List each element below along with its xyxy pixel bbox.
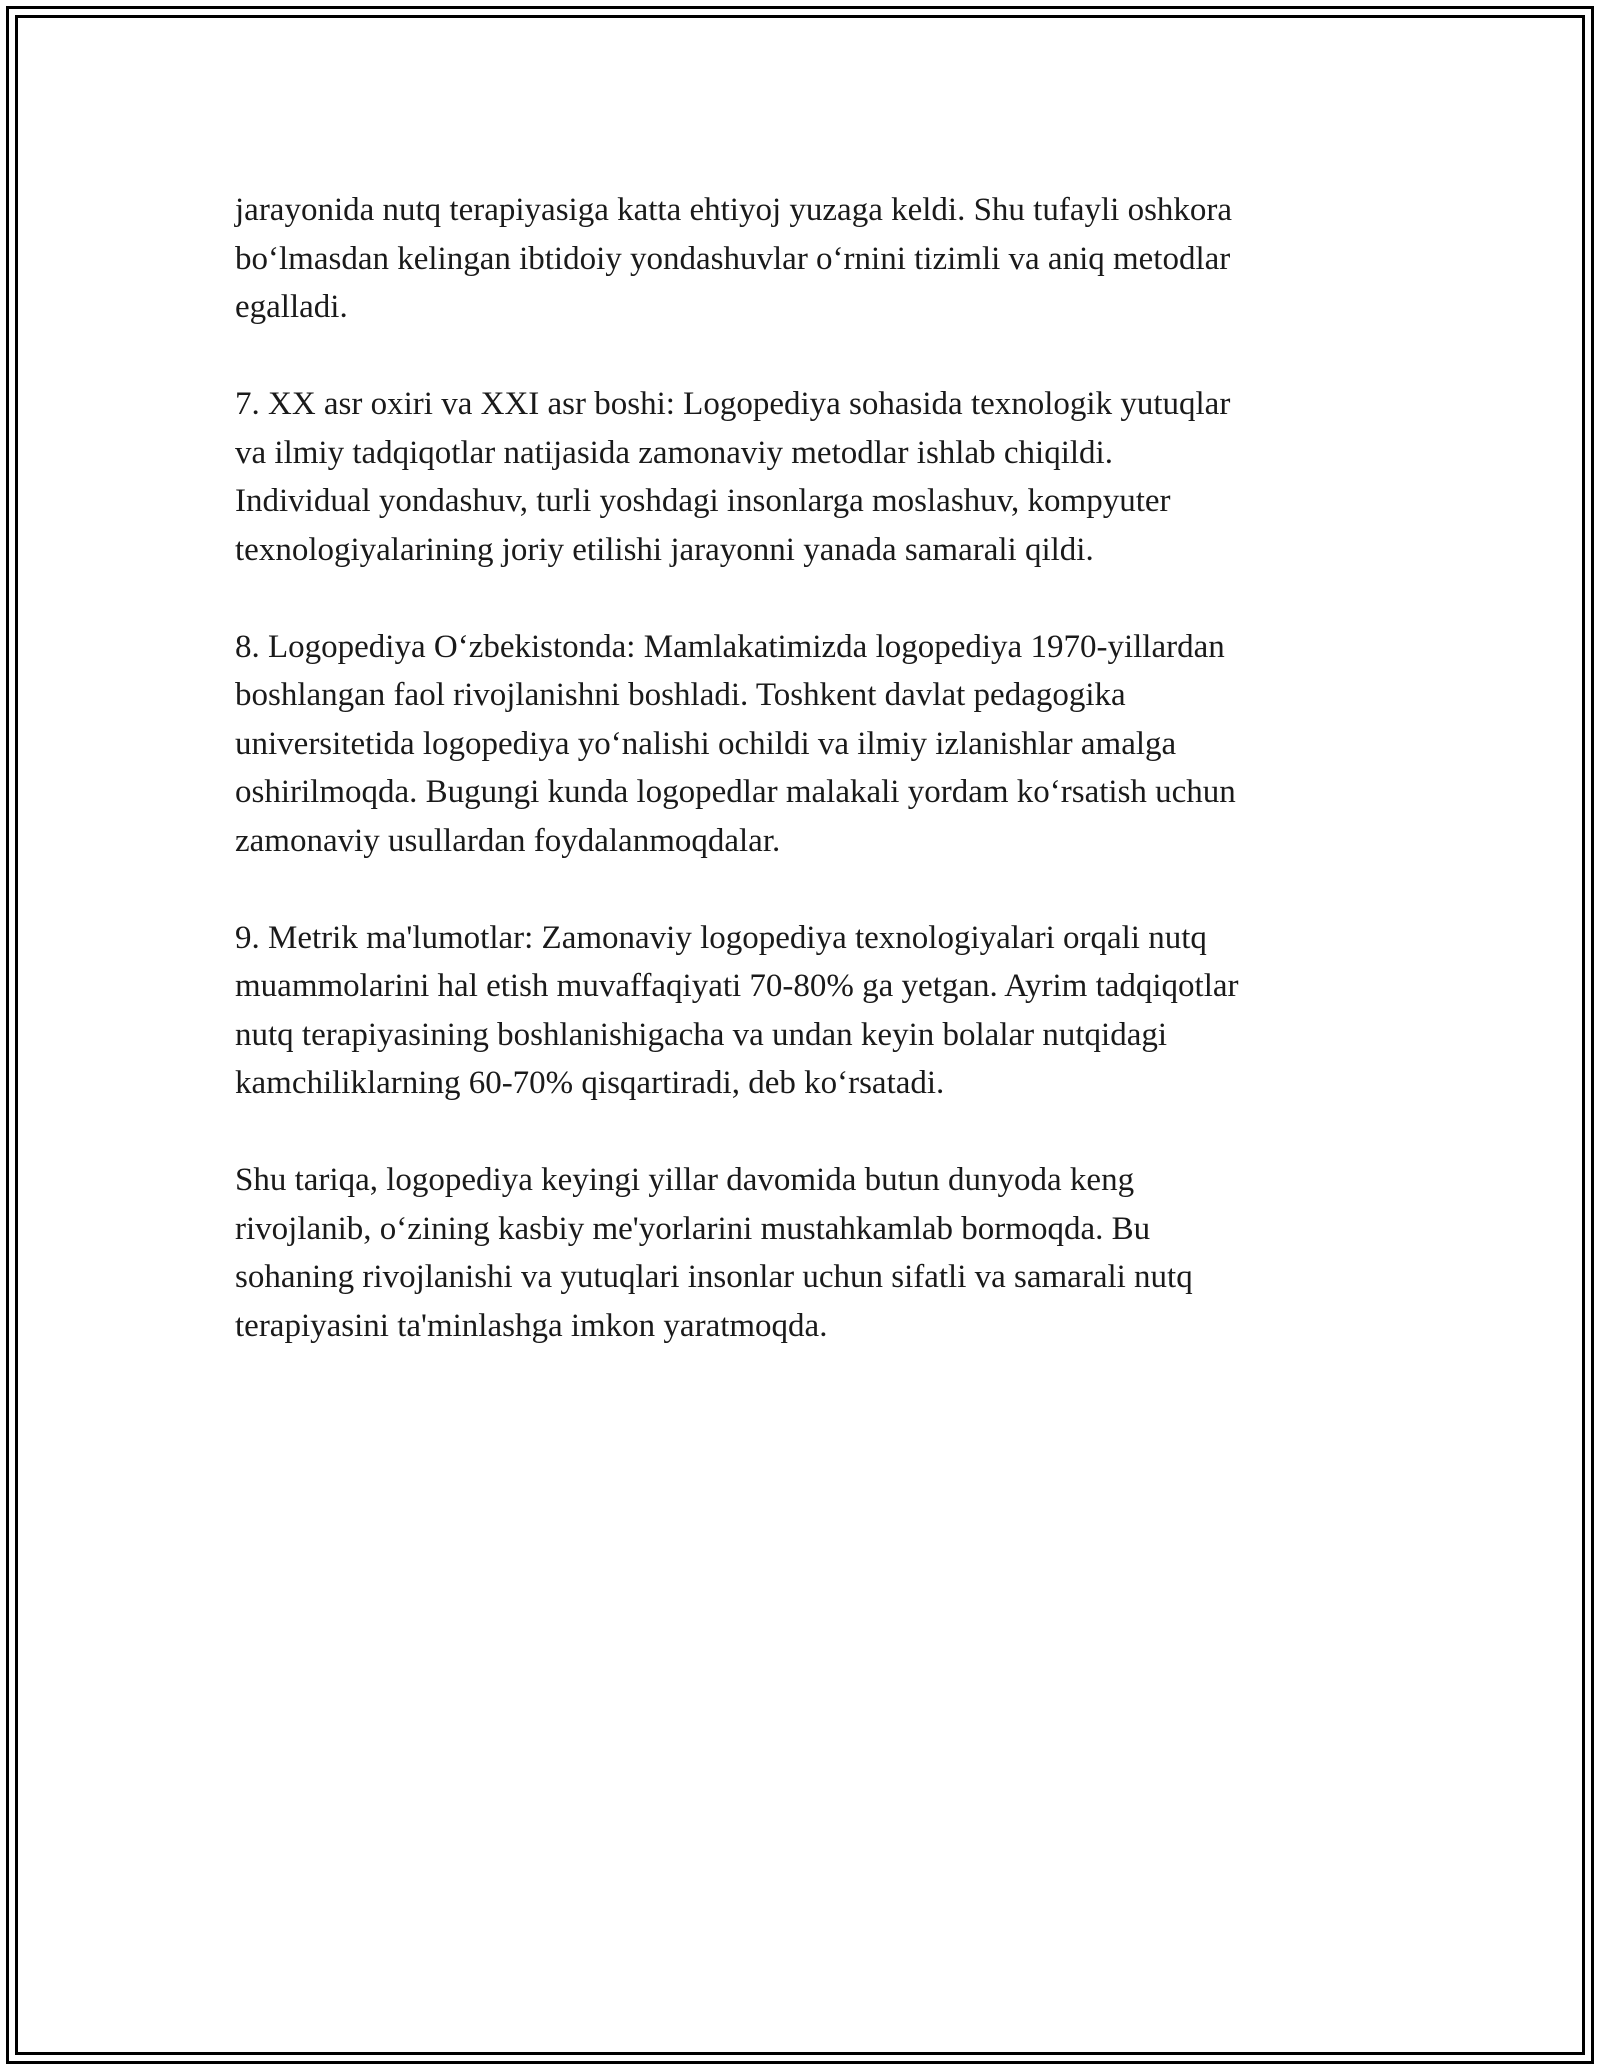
paragraph-item-9: 9. Metrik ma'lumotlar: Zamonaviy logopediya texnologiyalari orqali nutq muammolarini hal etish muvaffaqiyati 70-80% ga yetgan. Ayrim tadqiqotlar nutq terapiyasining boshlanishigacha va undan keyin bolalar nutqidagi kamchiliklarning 60-70% qisqartiradi, deb koʻrsatadi.	[235, 919, 1239, 1101]
paragraph-item-8: 8. Logopediya Oʻzbekistonda: Mamlakatimizda logopediya 1970-yillardan boshlangan faol rivojlanishni boshladi. Toshkent davlat pedagogika universitetida logopediya yoʻnalishi ochildi va ilmiy izlanishlar amalga oshirilmoqda. Bugungi kunda logopedlar malakali yordam koʻrsatish uchun zamonaviy usullardan foydalanmoqdalar.	[235, 628, 1236, 859]
paragraph-item-7: 7. XX asr oxiri va XXI asr boshi: Logopediya sohasida texnologik yutuqlar va ilmiy tadqiqotlar natijasida zamonaviy metodlar ishlab chiqildi. Individual yondashuv, turli yoshdagi insonlarga moslashuv, kompyuter texnologiyalarining joriy etilishi jarayonni yanada samarali qildi.	[235, 386, 1231, 568]
paragraph-intro-continuation: jarayonida nutq terapiyasiga katta ehtiyoj yuzaga keldi. Shu tufayli oshkora boʻlmasdan kelingan ibtidoiy yondashuvlar oʻrnini tizimli va aniq metodlar egalladi.	[235, 192, 1233, 325]
paragraph-conclusion: Shu tariqa, logopediya keyingi yillar davomida butun dunyoda keng rivojlanib, oʻzining kasbiy me'yorlarini mustahkamlab bormoqda. Bu sohaning rivojlanishi va yutuqlari insonlar uchun sifatli va samarali nutq terapiyasini ta'minlashga imkon yaratmoqda.	[235, 1162, 1193, 1344]
page-body	[235, 186, 1375, 1399]
